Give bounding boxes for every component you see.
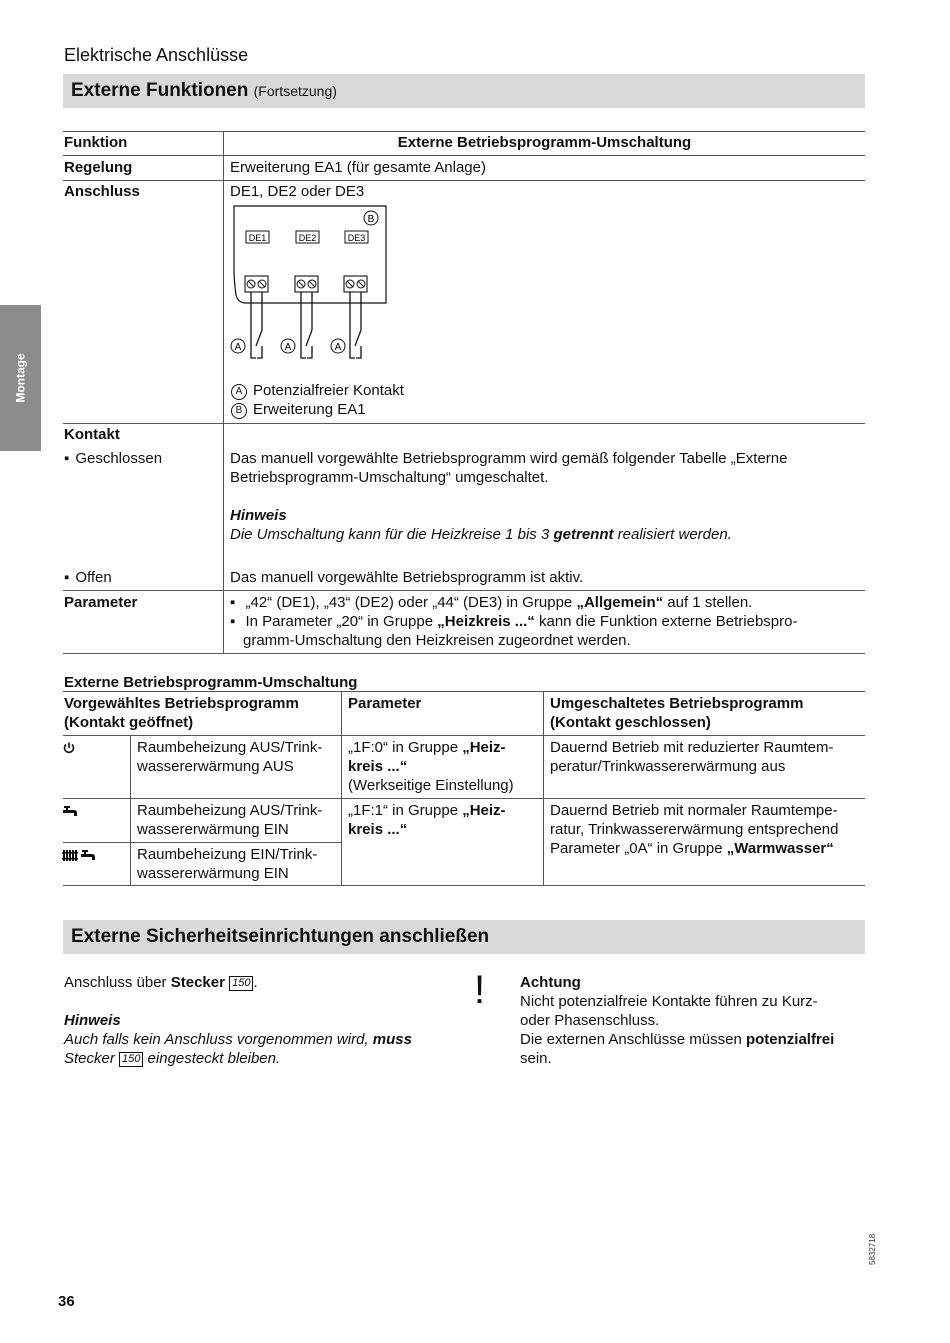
row1-param-line1: „1F:0“ in Gruppe „Heiz- xyxy=(348,739,506,756)
legend-b-marker: B xyxy=(231,403,247,419)
legend-a-marker: A xyxy=(231,384,247,400)
anschluss-value: DE1, DE2 oder DE3 xyxy=(230,183,365,200)
achtung-line3: Die externen Anschlüsse müssen potenzialfrei xyxy=(520,1031,835,1048)
geschlossen-text-line2: Betriebsprogramm-Umschaltung“ umgeschaltet. xyxy=(230,469,549,486)
row2-param-line2: kreis ...“ xyxy=(348,821,408,838)
band-title: Externe Funktionen xyxy=(71,80,249,101)
contact-a-2 xyxy=(301,292,312,358)
page-number: 36 xyxy=(58,1293,75,1310)
table-column-divider xyxy=(543,691,544,885)
offen-text: Das manuell vorgewählte Betriebsprogramm ist aktiv. xyxy=(230,569,584,586)
kontakt-label: Kontakt xyxy=(64,426,120,443)
safety-band xyxy=(63,920,865,954)
hinweis-title: Hinweis xyxy=(230,507,287,524)
table-rule xyxy=(63,735,865,736)
geschlossen-label: ▪ Geschlossen xyxy=(64,449,162,468)
table-rule xyxy=(63,885,865,886)
contact-a-3 xyxy=(350,292,361,358)
table-rule xyxy=(63,590,865,591)
safety-band-title: Externe Sicherheitseinrichtungen anschließen xyxy=(71,926,490,947)
safety-anschluss: Anschluss über Stecker 150 . xyxy=(64,974,258,991)
funktion-label: Funktion xyxy=(64,134,128,151)
doc-number: 5832718 xyxy=(868,1233,877,1265)
marker-a: A xyxy=(334,342,342,353)
table-rule xyxy=(63,842,342,843)
achtung-title: Achtung xyxy=(520,974,581,991)
contact-a-1 xyxy=(251,292,262,358)
terminal-block-de2 xyxy=(295,276,318,292)
achtung-line2: oder Phasenschluss. xyxy=(520,1012,660,1029)
col-header-switched-line1: Umgeschaltetes Betriebsprogramm xyxy=(550,695,804,712)
parameter-item-2-line2: gramm-Umschaltung den Heizkreisen zugeordnet werden. xyxy=(243,632,631,649)
row3-program-line1: Raumbeheizung EIN/Trink- xyxy=(137,846,318,863)
tap-icon xyxy=(62,803,80,819)
col-header-preselected-line1: Vorgewähltes Betriebsprogramm xyxy=(64,695,299,712)
table-rule xyxy=(63,691,865,692)
geschlossen-text-line1: Das manuell vorgewählte Betriebsprogramm wird gemäß folgender Tabelle „Externe xyxy=(230,450,788,467)
terminal-block-de3 xyxy=(344,276,367,292)
row2-program-line2: wassererwärmung EIN xyxy=(137,821,289,838)
row2-result-line1: Dauernd Betrieb mit normaler Raumtempe- xyxy=(550,802,838,819)
plug-number-box: 150 xyxy=(229,976,253,991)
table-column-divider xyxy=(130,735,131,885)
marker-b: B xyxy=(367,214,375,225)
parameter-item-2: ▪ In Parameter „20“ in Gruppe „Heizkreis ...“ kann die Funktion externe Betriebspro- xyxy=(230,612,797,631)
table-rule xyxy=(63,423,865,424)
safety-hinweis-line1: Auch falls kein Anschluss vorgenommen wird, muss xyxy=(64,1031,412,1048)
wiring-diagram xyxy=(228,200,398,370)
ea1-module-outline xyxy=(234,206,386,303)
standby-icon xyxy=(62,741,76,755)
row2-result-line3: Parameter „0A“ in Gruppe „Warmwasser“ xyxy=(550,840,834,857)
table-rule xyxy=(63,180,865,181)
col-header-switched-line2: (Kontakt geschlossen) xyxy=(550,714,711,731)
row1-result-line1: Dauernd Betrieb mit reduzierter Raumtem- xyxy=(550,739,834,756)
hinweis-text: Die Umschaltung kann für die Heizkreise 1 bis 3 getrennt realisiert werden. xyxy=(230,526,732,543)
marker-a: A xyxy=(284,342,292,353)
anschluss-label: Anschluss xyxy=(64,183,140,200)
legend-b-text: Erweiterung EA1 xyxy=(253,401,366,418)
row3-program-line2: wassererwärmung EIN xyxy=(137,865,289,882)
row1-result-line2: peratur/Trinkwassererwärmung aus xyxy=(550,758,786,775)
row1-param-line2: kreis ...“ xyxy=(348,758,408,775)
plug-number-box: 150 xyxy=(119,1052,143,1067)
terminal-block-de1 xyxy=(245,276,268,292)
legend-a xyxy=(231,381,404,400)
row2-result-line2: ratur, Trinkwassererwärmung entsprechend xyxy=(550,821,839,838)
regelung-value: Erweiterung EA1 (für gesamte Anlage) xyxy=(230,159,486,176)
regelung-label: Regelung xyxy=(64,159,133,176)
terminal-label-de1: DE1 xyxy=(248,233,267,243)
marker-a: A xyxy=(234,342,242,353)
section-band xyxy=(63,74,865,108)
warning-icon: ! xyxy=(474,968,486,1012)
terminal-label-de2: DE2 xyxy=(298,233,317,243)
table-rule xyxy=(63,155,865,156)
parameter-label: Parameter xyxy=(64,594,138,611)
row2-program-line1: Raumbeheizung AUS/Trink- xyxy=(137,802,323,819)
safety-hinweis-line2: Stecker 150 eingesteckt bleiben. xyxy=(64,1050,281,1067)
achtung-line1: Nicht potenzialfreie Kontakte führen zu Kurz- xyxy=(520,993,818,1010)
row1-param-note: (Werkseitige Einstellung) xyxy=(348,777,514,794)
row2-param-line1: „1F:1“ in Gruppe „Heiz- xyxy=(348,802,506,819)
safety-hinweis-title: Hinweis xyxy=(64,1012,121,1029)
row1-program-line1: Raumbeheizung AUS/Trink- xyxy=(137,739,323,756)
switch-table-caption: Externe Betriebsprogramm-Umschaltung xyxy=(64,674,358,691)
col-header-preselected-line2: (Kontakt geöffnet) xyxy=(64,714,194,731)
side-tab-label: Montage xyxy=(13,353,27,403)
table-column-divider xyxy=(341,691,342,885)
table-rule xyxy=(63,798,865,799)
funktion-value: Externe Betriebsprogramm-Umschaltung xyxy=(397,134,692,151)
terminal-label-de3: DE3 xyxy=(347,233,366,243)
legend-a-text: Potenzialfreier Kontakt xyxy=(253,382,404,399)
table-column-divider xyxy=(223,131,224,653)
side-tab xyxy=(0,305,41,451)
achtung-line4: sein. xyxy=(520,1050,552,1067)
band-subtitle: (Fortsetzung) xyxy=(253,83,337,99)
radiator-tap-icon xyxy=(62,847,98,863)
parameter-item-1: ▪ „42“ (DE1), „43“ (DE2) oder „44“ (DE3) in Gruppe „Allgemein“ auf 1 stellen. xyxy=(230,593,752,612)
row1-program-line2: wassererwärmung AUS xyxy=(137,758,294,775)
table-rule xyxy=(63,131,865,132)
col-header-parameter: Parameter xyxy=(348,695,422,712)
legend-b xyxy=(231,400,366,419)
table-rule xyxy=(63,653,865,654)
section-title: Elektrische Anschlüsse xyxy=(64,45,249,65)
offen-label: ▪ Offen xyxy=(64,568,112,587)
